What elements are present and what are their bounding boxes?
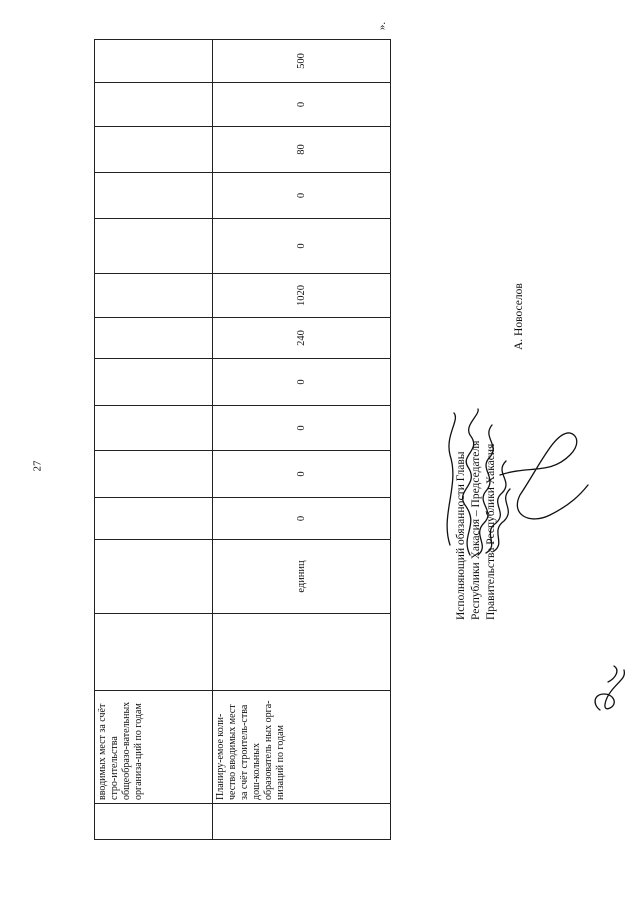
table-cell — [95, 40, 213, 83]
table-cell — [95, 219, 213, 274]
signatory-title-line: Республики Хакасия – Председателя — [470, 440, 482, 620]
table-cell — [95, 804, 213, 840]
table-row — [95, 40, 213, 840]
signatory-name: А. Новоселов — [513, 283, 525, 350]
table-cell — [213, 804, 391, 840]
signatory-title-line: Исполняющий обязанности Главы — [455, 451, 467, 620]
value-cell: 0 — [213, 498, 391, 540]
handwritten-initials-icon — [590, 660, 630, 720]
closing-quote-mark: ». — [376, 21, 389, 31]
table-cell — [95, 359, 213, 406]
value-cell: 0 — [213, 83, 391, 127]
table-cell — [95, 274, 213, 318]
page-number: 27 — [31, 460, 44, 472]
table-cell — [95, 406, 213, 451]
table-cell — [95, 614, 213, 691]
value-cell: 80 — [213, 127, 391, 173]
data-table — [94, 39, 391, 840]
table-row — [213, 40, 391, 840]
handwritten-signature-icon — [420, 405, 590, 565]
table-cell — [95, 318, 213, 359]
value-cell: 500 — [213, 40, 391, 83]
table-cell — [95, 540, 213, 614]
value-cell: 1020 — [213, 274, 391, 318]
table-cell — [95, 83, 213, 127]
value-cell: 0 — [213, 173, 391, 219]
unit-cell: единиц — [213, 540, 391, 614]
value-cell: 0 — [213, 219, 391, 274]
table-cell — [95, 173, 213, 219]
table-cell — [95, 498, 213, 540]
row-label: Планиру-емое коли-чество вводимых мест за счёт строитель-ства дош-кольных образователь ных орга-низаций по годам — [213, 691, 391, 804]
table-cell — [95, 127, 213, 173]
table-sheet — [94, 40, 390, 840]
value-cell: 240 — [213, 318, 391, 359]
signatory-title-line: Правительства Республики Хакасия — [485, 443, 497, 620]
row-label: вводимых мест за счёт стро-ительства общеобразо-вательных организа-ций по годам — [95, 691, 213, 804]
value-cell: 0 — [213, 406, 391, 451]
value-cell: 0 — [213, 451, 391, 498]
table-cell — [95, 451, 213, 498]
table-cell — [213, 614, 391, 691]
value-cell: 0 — [213, 359, 391, 406]
